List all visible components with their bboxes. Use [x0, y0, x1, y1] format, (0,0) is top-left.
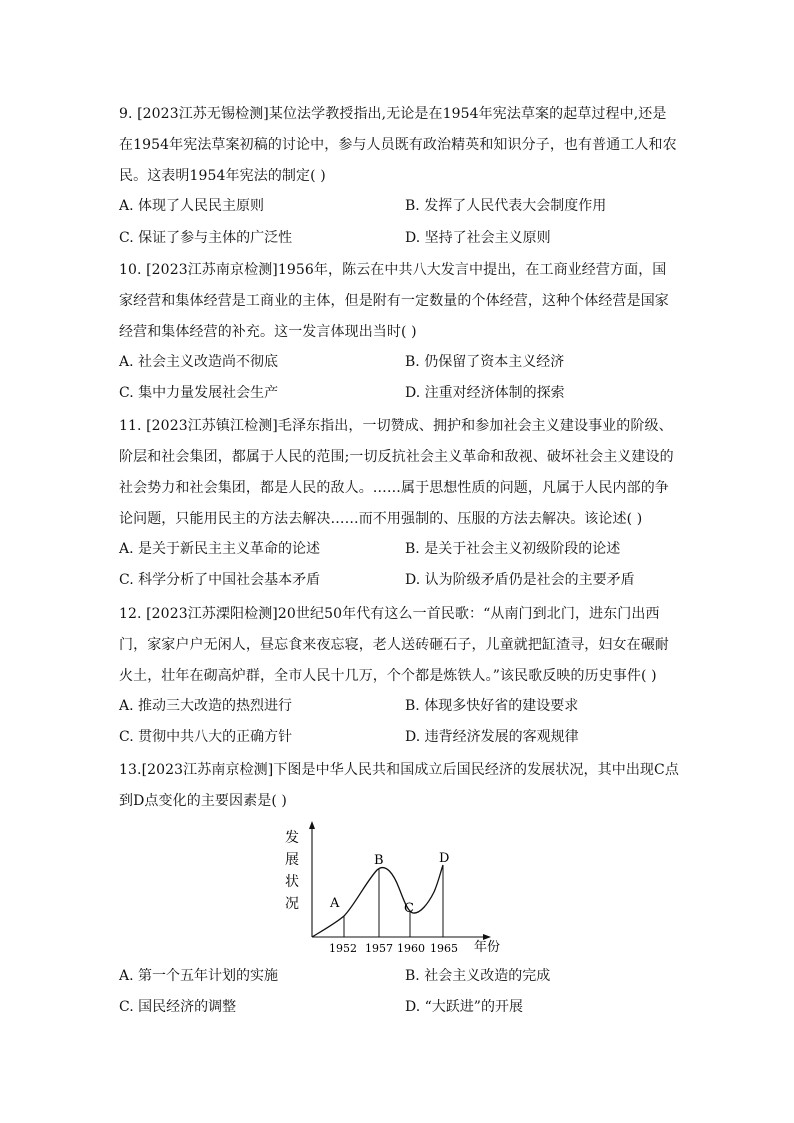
question-12-option-c[interactable]: C. 贯彻中共八大的正确方针 [119, 729, 293, 745]
tick-label-1957: 1957 [365, 942, 393, 955]
question-10-option-d[interactable]: D. 注重对经济体制的探索 [405, 385, 565, 401]
question-13-stem: 13.[2023江苏南京检测]下图是中华人民共和国成立后国民经济的发展状况，其中出现C点到D点变化的主要因素是( ) [119, 762, 679, 809]
question-11-option-b[interactable]: B. 是关于社会主义初级阶段的论述 [405, 541, 621, 557]
question-10-option-b[interactable]: B. 仍保留了资本主义经济 [405, 354, 565, 370]
question-13-option-a[interactable]: A. 第一个五年计划的实施 [119, 968, 279, 984]
question-10-option-a[interactable]: A. 社会主义改造尚不彻底 [119, 354, 279, 370]
question-9-option-c[interactable]: C. 保证了参与主体的广泛性 [119, 230, 293, 246]
question-11-stem: 11. [2023江苏镇江检测]毛泽东指出，一切赞成、拥护和参加社会主义建设事业的阶级、阶层和社会集团，都属于人民的范围;一切反抗社会主义革命和敌视、破坏社会主义建设的社会势力和社会集团，都是人民的敌人。……属于思想性质的问题，凡属于人民内部的争论问题，只能用民主的方法去解决……而不用强制的、压服的方法去解决。该论述( ) [119, 418, 674, 527]
question-12-option-d[interactable]: D. 违背经济发展的客观规律 [405, 729, 579, 745]
question-12-option-b[interactable]: B. 体现多快好省的建设要求 [405, 698, 579, 714]
question-9-option-b[interactable]: B. 发挥了人民代表大会制度作用 [405, 198, 607, 214]
question-9-stem: 9. [2023江苏无锡检测]某位法学教授指出,无论是在1954年宪法草案的起草过程中,还是在1954年宪法草案初稿的讨论中，参与人员既有政治精英和知识分子，也有普通工人和农民。这表明1954年宪法的制定( ) [119, 106, 677, 184]
point-label-d: D [439, 851, 450, 866]
y-label-char-2: 展 [285, 852, 299, 868]
tick-label-1960: 1960 [397, 942, 425, 955]
question-13-option-b[interactable]: B. 社会主义改造的完成 [405, 968, 551, 984]
economy-development-figure [282, 820, 512, 955]
question-10-option-c[interactable]: C. 集中力量发展社会生产 [119, 385, 279, 401]
y-label-char-3: 状 [285, 874, 299, 890]
y-label-char-4: 况 [285, 896, 299, 912]
question-13-option-c[interactable]: C. 国民经济的调整 [119, 999, 237, 1015]
question-11-option-d[interactable]: D. 认为阶级矛盾仍是社会的主要矛盾 [405, 572, 635, 588]
point-label-a: A [330, 896, 340, 911]
x-axis-label: 年份 [474, 940, 501, 955]
question-10-stem: 10. [2023江苏南京检测]1956年，陈云在中共八大发言中提出，在工商业经营方面，国家经营和集体经营是工商业的主体，但是附有一定数量的个体经营，这种个体经营是国家经营和集体经营的补充。这一发言体现出当时( ) [119, 262, 669, 340]
point-label-c: C [404, 901, 414, 916]
question-9-option-d[interactable]: D. 坚持了社会主义原则 [405, 230, 551, 246]
tick-label-1965: 1965 [430, 942, 458, 955]
question-12-option-a[interactable]: A. 推动三大改造的热烈进行 [119, 698, 293, 714]
point-label-b: B [374, 853, 384, 868]
y-axis-arrow-icon [309, 821, 315, 829]
y-label-char-1: 发 [285, 830, 299, 846]
question-9-option-a[interactable]: A. 体现了人民民主原则 [119, 198, 265, 214]
question-13-option-d[interactable]: D. “大跃进”的开展 [405, 999, 523, 1015]
question-11-option-c[interactable]: C. 科学分析了中国社会基本矛盾 [119, 572, 321, 588]
tick-label-1952: 1952 [329, 942, 357, 955]
question-11-option-a[interactable]: A. 是关于新民主主义革命的论述 [119, 541, 321, 557]
question-12-stem: 12. [2023江苏溧阳检测]20世纪50年代有这么一首民歌：“从南门到北门，进东门出西门，家家户户无闲人，昼忘食来夜忘寝，老人送砖砸石子，儿童就把缸渣寻，妇女在碾耐火土，壮年在砌高炉群，全市人民十几万，个个都是炼铁人。”该民歌反映的历史事件( ) [119, 606, 669, 684]
